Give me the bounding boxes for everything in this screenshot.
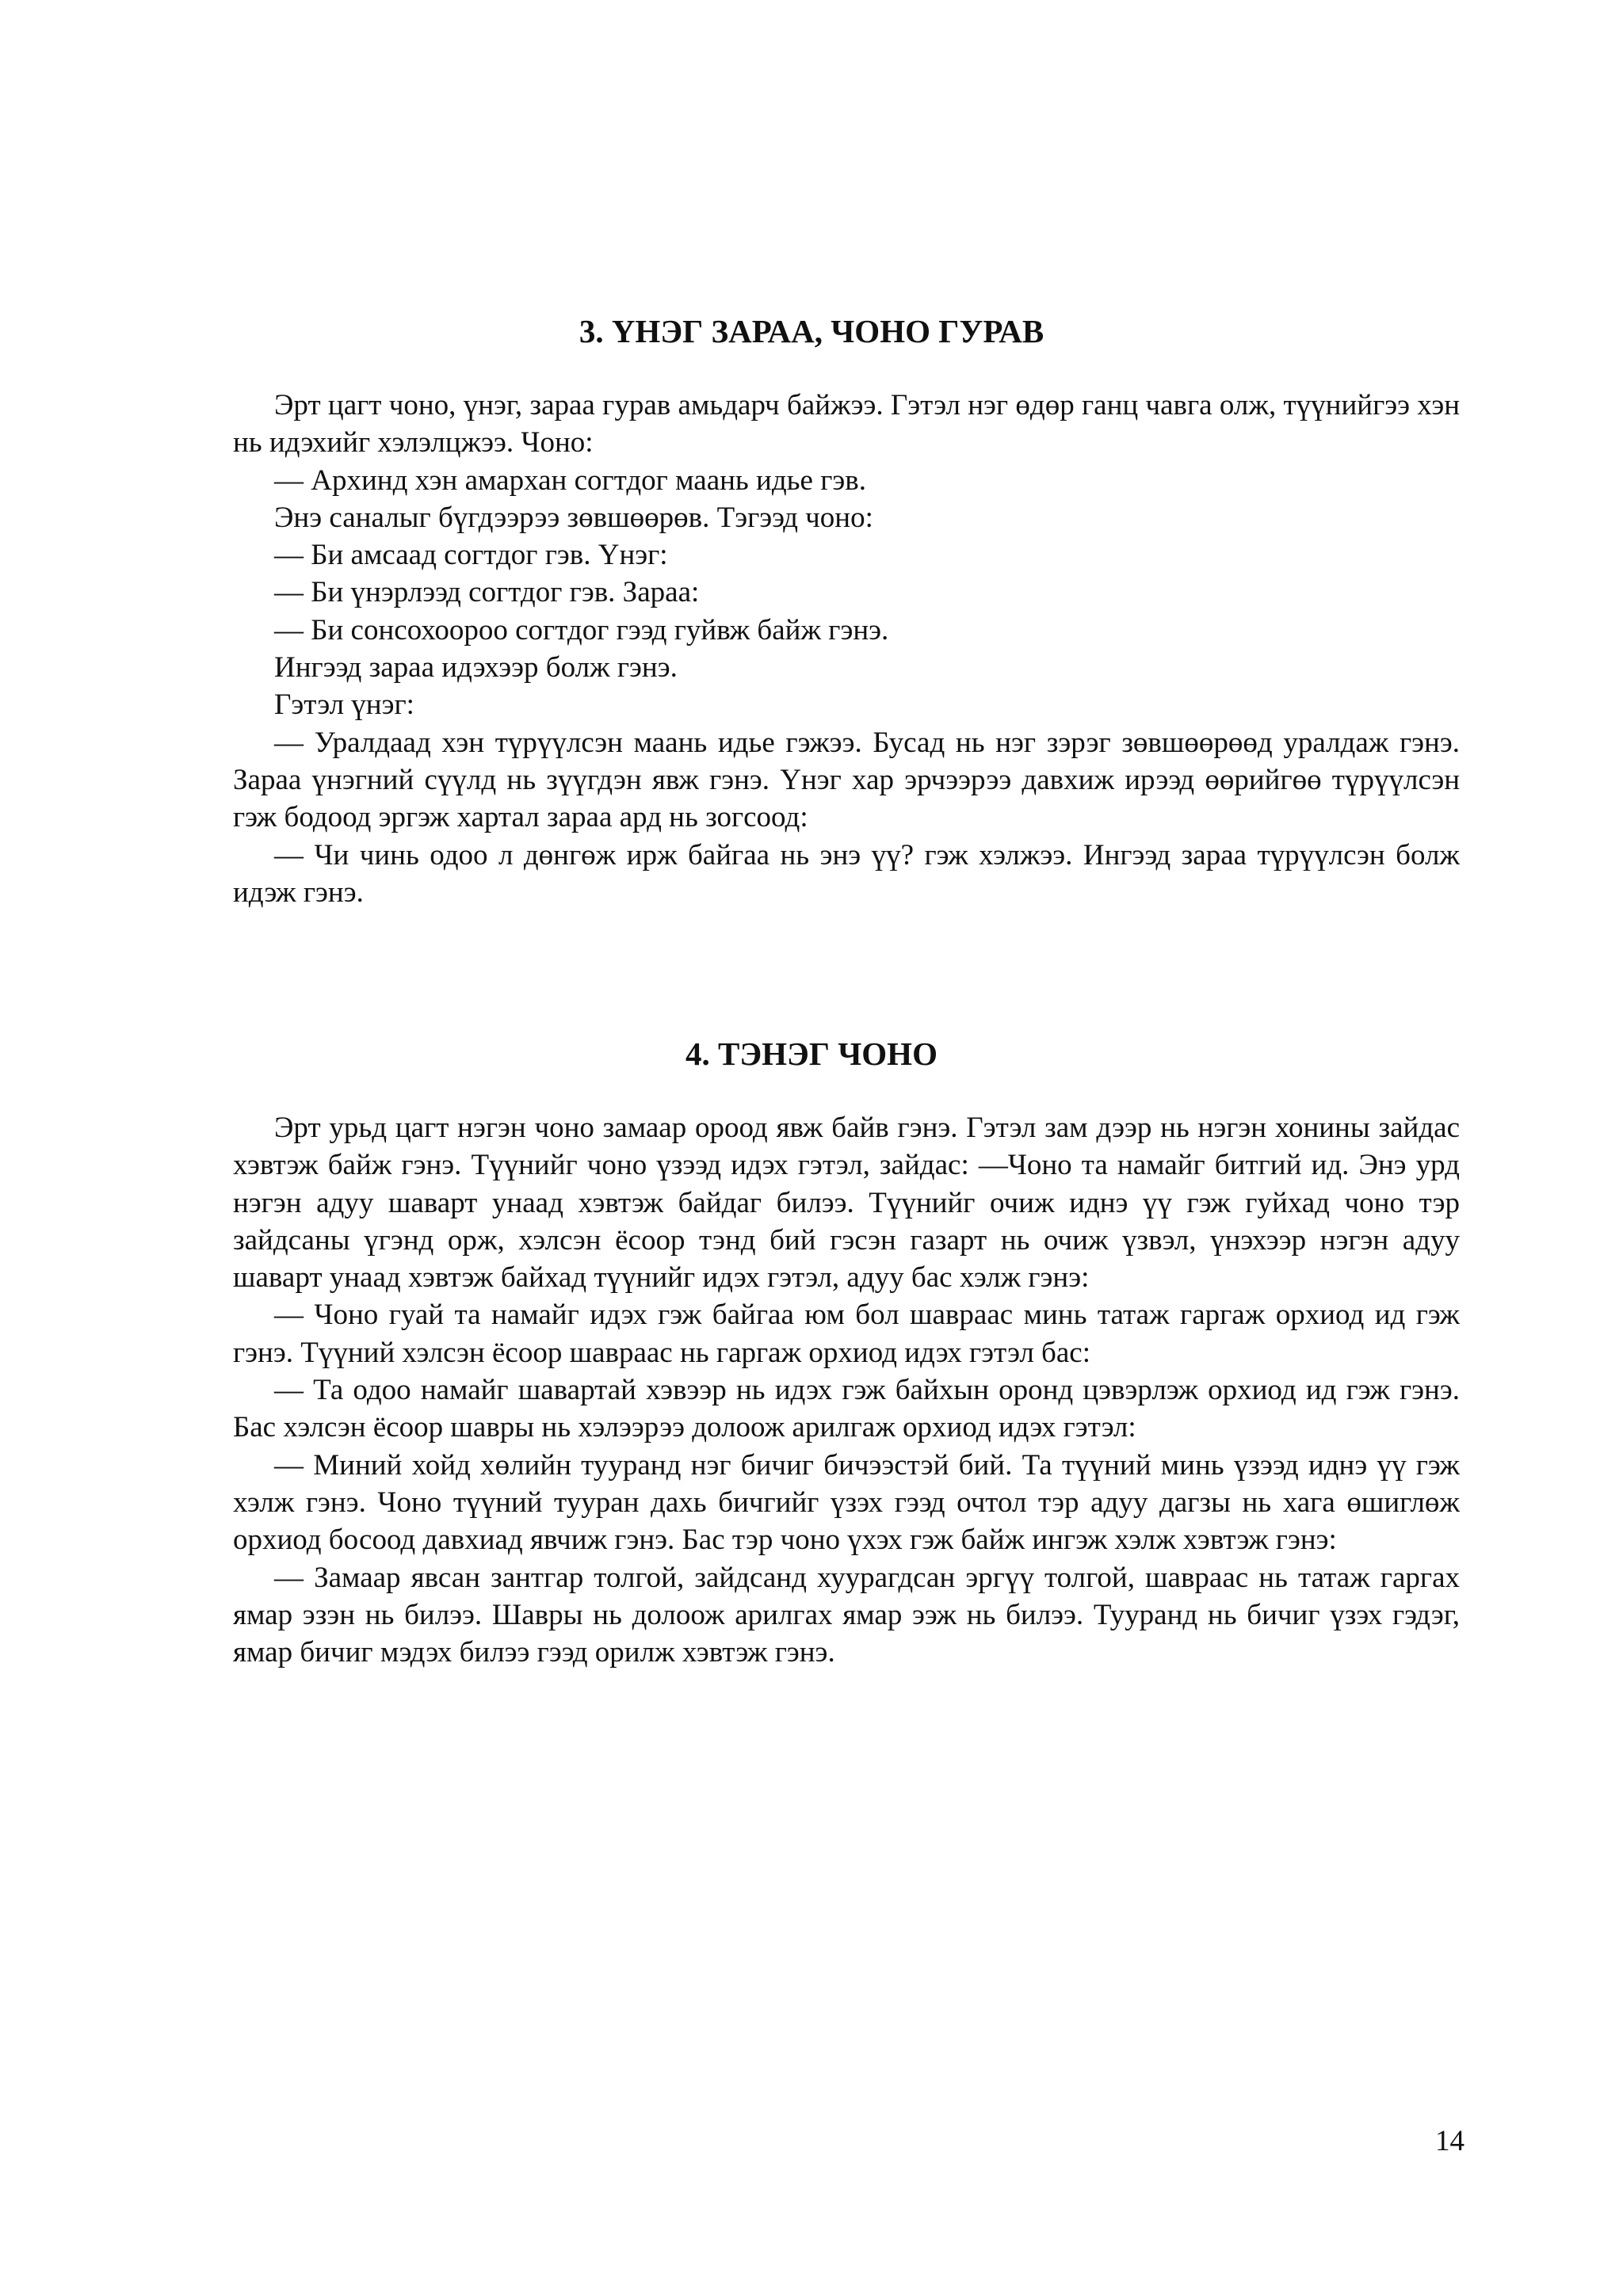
- story-paragraph: — Чи чинь одоо л дөнгөж ирж байгаа нь энэ үү? гэж хэлжээ. Ингээд зараа түрүүлсэн болж идэж гэнэ.: [233, 838, 1460, 909]
- story-paragraph: — Миний хойд хөлийн тууранд нэг бичиг бичээстэй бий. Та түүний минь үзээд иднэ үү гэж хэлж гэнэ. Чоно түүний тууран дахь бичгийг үзэх гээд очтол тэр адуу дагзы нь хага өшиглөж орхиод босоод давхиад явчиж гэнэ. Бас тэр чоно үхэх гэж байж ингэж хэлж хэвтэж гэнэ:: [233, 1448, 1460, 1557]
- story-title: 4. ТЭНЭГ ЧОНО: [685, 1035, 938, 1072]
- story-paragraph: — Чоно гуай та намайг идэх гэж байгаа юм бол шавраас минь татаж гаргаж орхиод ид гэж гэнэ. Түүний хэлсэн ёсоор шавраас нь гаргаж орхиод идэх гэтэл бас:: [233, 1299, 1460, 1369]
- story-paragraph: Ингээд зараа идэхээр болж гэнэ.: [274, 651, 678, 685]
- story-paragraph: — Архинд хэн амархан согтдог маань идье гэв.: [274, 463, 866, 497]
- story-body: [233, 387, 1460, 911]
- story-paragraph: — Би үнэрлээд согтдог гэв. Зараа:: [274, 576, 700, 609]
- story-title: 3. ҮНЭГ ЗАРАА, ЧОНО ГУРАВ: [579, 313, 1044, 349]
- story-paragraph: — Би амсаад согтдог гэв. Үнэг:: [274, 539, 668, 572]
- story-paragraph: Энэ саналыг бүгдээрээ зөвшөөрөв. Тэгээд чоно:: [274, 501, 873, 534]
- story-paragraph: Гэтэл үнэг:: [274, 688, 414, 722]
- story-paragraph: Эрт цагт чоно, үнэг, зараа гурав амьдарч байжээ. Гэтэл нэг өдөр ганц чавга олж, түүнийгээ хэн нь идэхийг хэлэлцжээ. Чоно:: [233, 389, 1460, 460]
- story-paragraph: — Замаар явсан зантгар толгой, зайдсанд хуурагдсан эргүү толгой, шавраас нь татаж гаргах ямар эзэн нь билээ. Шавры нь долоож арилгах ямар ээж нь билээ. Тууранд нь бичиг үзэх гэдэг, ямар бичиг мэдэх билээ гээд орилж хэвтэж гэнэ.: [233, 1561, 1460, 1669]
- story-paragraph: Эрт урьд цагт нэгэн чоно замаар ороод явж байв гэнэ. Гэтэл зам дээр нь нэгэн хонины зайдас хэвтэж байж гэнэ. Түүнийг чоно үзээд идэх гэтэл, зайдас: —Чоно та намайг битгий ид. Энэ урд нэгэн адуу шаварт унаад хэвтэж байдаг билээ. Түүнийг очиж иднэ үү гэж гуйхад чоно тэр зайдсаны үгэнд орж, хэлсэн ёсоор тэнд бий гэсэн газарт нь очиж үзвэл, үнэхээр нэгэн адуу шаварт унаад хэвтэж байхад түүнийг идэх гэтэл, адуу бас хэлж гэнэ:: [233, 1112, 1460, 1295]
- page-number: 14: [1435, 2125, 1465, 2157]
- story-body: [233, 1109, 1460, 1671]
- story-paragraph: — Уралдаад хэн түрүүлсэн маань идье гэжээ. Бусад нь нэг зэрэг зөвшөөрөөд уралдаж гэнэ. Зараа үнэгний сүүлд нь зүүгдэн явж гэнэ. Үнэг хар эрчээрээ давхиж ирээд өөрийгөө түрүүлсэн гэж бодоод эргэж хартал зараа ард нь зогсоод:: [233, 726, 1460, 834]
- story-paragraph: — Би сонсохоороо согтдог гээд гуйвж байж гэнэ.: [274, 613, 889, 646]
- story-paragraph: — Та одоо намайг шавартай хэвээр нь идэх гэж байхын оронд цэвэрлэж орхиод ид гэж гэнэ. Бас хэлсэн ёсоор шавры нь хэлээрээ долоож арилгаж орхиод идэх гэтэл:: [233, 1374, 1460, 1444]
